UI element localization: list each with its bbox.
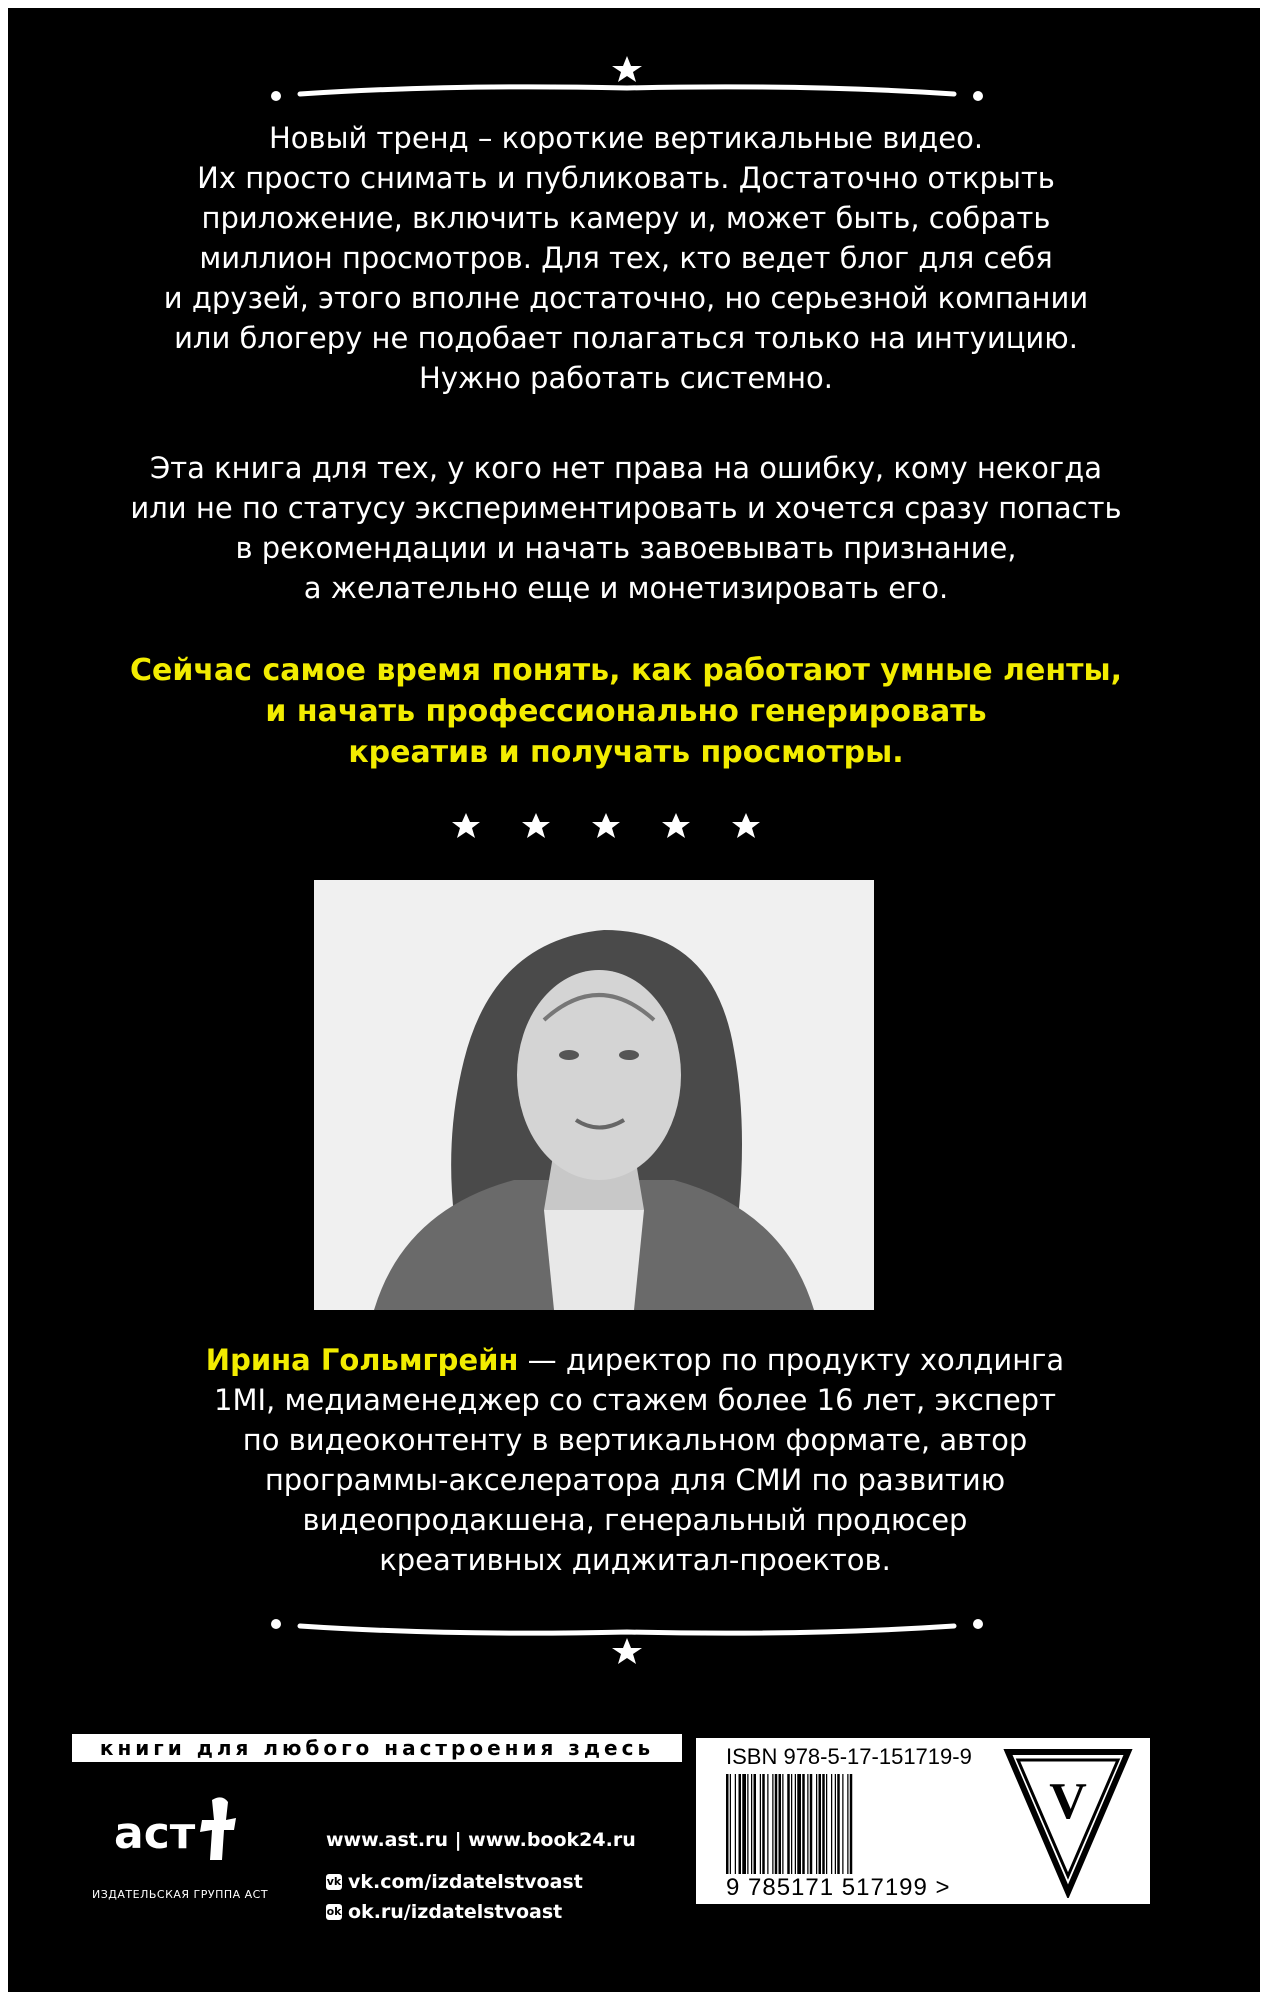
websites-row	[326, 1825, 636, 1855]
vk-link[interactable]: vk.com/izdatelstvoast	[348, 1871, 583, 1893]
bio-line: по видеоконтенту в вертикальном формате, автор	[242, 1423, 1028, 1457]
star-row	[446, 805, 766, 845]
audience-line: или не по статусу экспериментировать и хочется сразу попасть	[130, 491, 1122, 525]
barcode-bar	[850, 1774, 853, 1874]
author-name: Ирина Гольмгрейн	[205, 1343, 519, 1377]
barcode-bar	[797, 1774, 801, 1874]
star-icon	[522, 813, 550, 838]
barcode-bar	[835, 1774, 836, 1874]
barcode-bar	[760, 1774, 761, 1874]
barcode-bar	[751, 1774, 752, 1874]
bio-line: креативных диджитал-проектов.	[379, 1543, 891, 1577]
intro-line: Их просто снимать и публиковать. Достаточно открыть	[197, 161, 1055, 195]
barcode-bar	[831, 1774, 832, 1874]
logo-figure-icon	[200, 1797, 236, 1860]
barcode-bar	[775, 1774, 778, 1874]
barcode-bar	[779, 1774, 782, 1874]
barcode-bar	[822, 1774, 825, 1874]
audience-line: в рекомендации и начать завоевывать признание,	[235, 531, 1017, 565]
isbn-text: ISBN 978-5-17-151719-9	[726, 1744, 972, 1769]
barcode-bar	[754, 1774, 757, 1874]
tagline-banner: книги для любого настроения здесь	[72, 1734, 682, 1762]
bio-line: — директор по продукту холдинга	[518, 1343, 1065, 1377]
bio-line: 1MI, медиаменеджер со стажем более 16 лет, эксперт	[214, 1383, 1056, 1417]
intro-paragraph	[80, 118, 1172, 398]
barcode-bar	[795, 1774, 796, 1874]
intro-line: приложение, включить камеру и, может быть, собрать	[201, 201, 1051, 235]
star-icon	[612, 56, 642, 82]
barcode-bar	[735, 1774, 736, 1874]
barcode-bar	[826, 1774, 827, 1874]
barcode-bar	[819, 1774, 822, 1874]
barcode-bar	[810, 1774, 813, 1874]
barcode	[726, 1774, 976, 1874]
star-icon	[612, 1638, 642, 1664]
divider-ornament	[270, 1610, 984, 1670]
barcode-panel	[696, 1738, 1150, 1904]
ok-row	[326, 1897, 636, 1927]
divider-ornament	[270, 50, 984, 110]
audience-line: Эта книга для тех, у кого нет права на ошибку, кому некогда	[150, 451, 1102, 485]
barcode-bar	[807, 1774, 808, 1874]
audience-line: а желательно еще и монетизировать его.	[303, 571, 949, 605]
barcode-bar	[816, 1774, 817, 1874]
barcode-digits: 9 785171 517199 >	[726, 1874, 951, 1901]
intro-line: и друзей, этого вполне достаточно, но серьезной компании	[163, 281, 1089, 315]
website-links[interactable]: www.ast.ru | www.book24.ru	[326, 1829, 636, 1851]
barcode-bar	[791, 1774, 792, 1874]
author-bio	[120, 1340, 1150, 1580]
highlight-line: креатив и получать просмотры.	[348, 735, 904, 770]
highlight-line: и начать профессионально генерировать	[265, 694, 987, 729]
intro-line: Нужно работать системно.	[419, 361, 833, 395]
intro-line: Новый тренд – короткие вертикальные видео.	[268, 121, 984, 155]
star-icon	[662, 813, 690, 838]
bio-line: программы-акселератора для СМИ по развитию	[264, 1463, 1006, 1497]
barcode-bar	[787, 1774, 790, 1874]
barcode-bar	[847, 1774, 848, 1874]
age-rating-mark	[1002, 1746, 1134, 1898]
barcode-bar	[747, 1774, 748, 1874]
audience-paragraph	[80, 448, 1172, 608]
publisher-caption: ИЗДАТЕЛЬСКАЯ ГРУППА АСТ	[92, 1888, 269, 1901]
star-icon	[732, 813, 760, 838]
vk-icon: vk	[326, 1875, 342, 1888]
highlight-paragraph	[80, 650, 1172, 773]
ok-link[interactable]: ok.ru/izdatelstvoast	[348, 1901, 563, 1923]
barcode-bar	[762, 1774, 765, 1874]
barcode-bar	[772, 1774, 773, 1874]
logo-text: аст	[114, 1808, 196, 1859]
barcode-bar	[782, 1774, 783, 1874]
intro-line: миллион просмотров. Для тех, кто ведет блог для себя	[199, 241, 1053, 275]
odnoklassniki-icon: ok	[326, 1905, 342, 1918]
bio-first-line	[120, 1340, 1150, 1380]
ast-logo	[110, 1790, 240, 1870]
highlight-line: Сейчас самое время понять, как работают умные ленты,	[130, 653, 1122, 688]
barcode-bar	[842, 1774, 843, 1874]
age-mark-letter: V	[1049, 1773, 1087, 1830]
barcode-bar	[726, 1774, 729, 1874]
star-icon	[592, 813, 620, 838]
author-photo	[314, 880, 874, 1310]
bottom-divider	[270, 1610, 984, 1670]
barcode-bar	[837, 1774, 840, 1874]
barcode-bar	[739, 1774, 742, 1874]
barcode-bar	[730, 1774, 731, 1874]
barcode-bar	[767, 1774, 768, 1874]
vk-row	[326, 1867, 636, 1897]
bio-line: видеопродакшена, генеральный продюсер	[302, 1503, 968, 1537]
barcode-bar	[742, 1774, 746, 1874]
star-icon	[452, 813, 480, 838]
publisher-links	[326, 1825, 636, 1927]
intro-line: или блогеру не подобает полагаться только на интуицию.	[174, 321, 1078, 355]
barcode-bar	[802, 1774, 805, 1874]
top-divider	[270, 50, 984, 110]
